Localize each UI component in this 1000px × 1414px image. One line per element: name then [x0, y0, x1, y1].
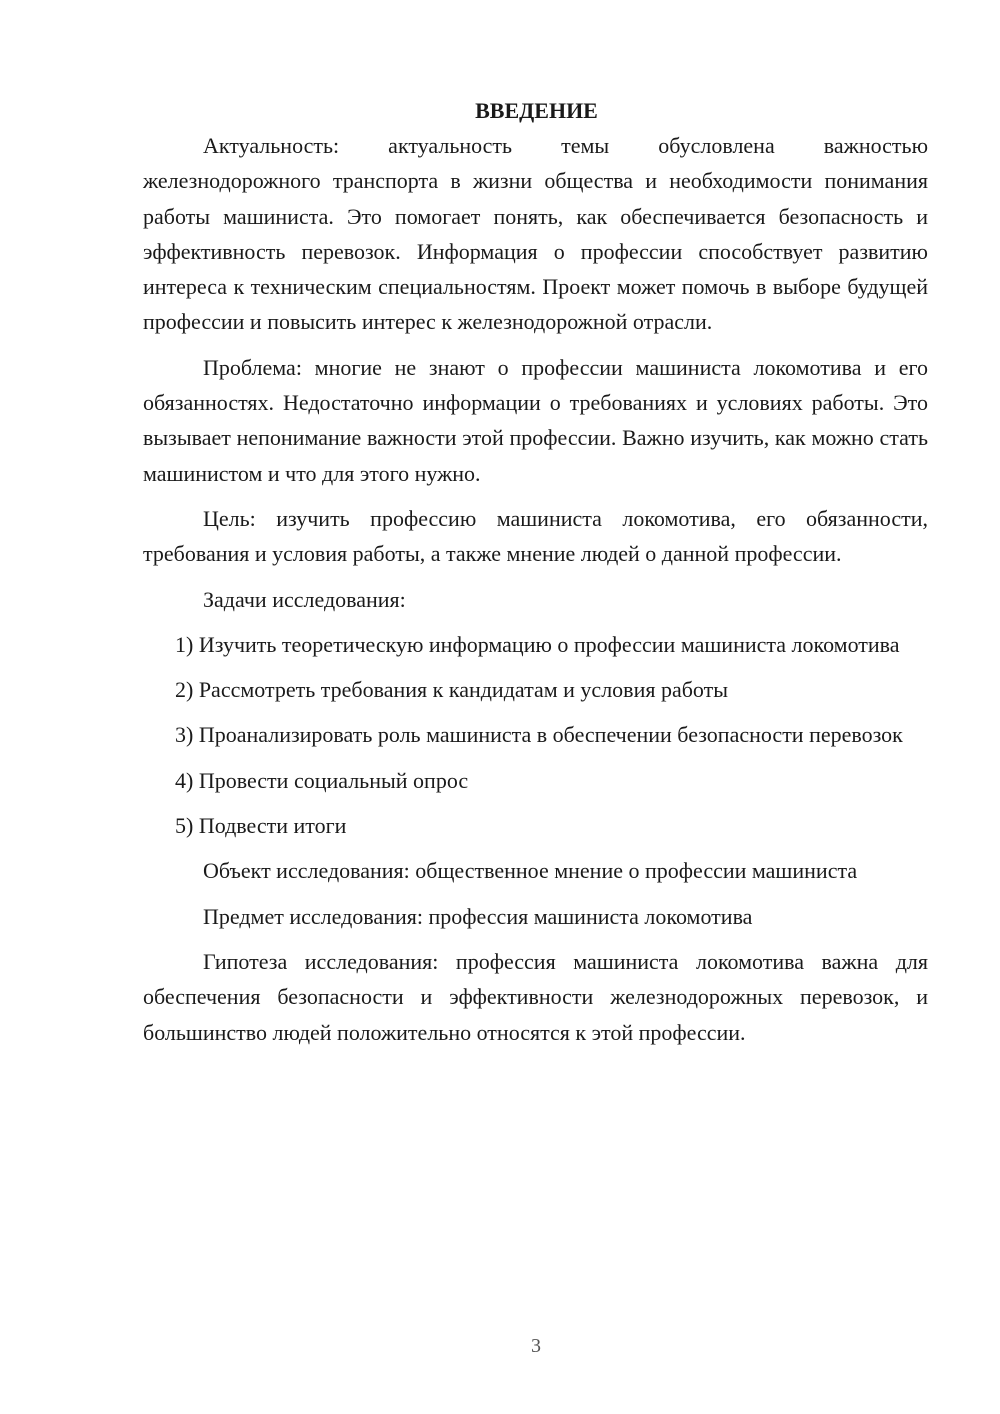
problem-paragraph: Проблема: многие не знают о профессии машиниста локомотива и его обязанностях. Недостаточно информации о требованиях и условиях работы. Это вызывает непонимание важности этой профессии. Важно изучить, как можно стать машинистом и что для этого нужно. [143, 354, 928, 486]
page-number: 3 [531, 1335, 541, 1357]
section-heading: ВВЕДЕНИЕ [475, 98, 598, 123]
tasks-heading: Задачи исследования: [203, 586, 406, 612]
hypothesis-paragraph: Гипотеза исследования: профессия машиниста локомотива важна для обеспечения безопасности и эффективности железнодорожных перевозок, и большинство людей положительно относятся к этой профессии. [143, 948, 928, 1045]
task-item-1: 1) Изучить теоретическую информацию о профессии машиниста локомотива [175, 631, 900, 657]
task-item-2: 2) Рассмотреть требования к кандидатам и условия работы [175, 677, 729, 703]
document-page [143, 93, 928, 1050]
task-item-4: 4) Провести социальный опрос [175, 767, 469, 793]
task-item-5: 5) Подвести итоги [175, 813, 347, 839]
relevance-paragraph: Актуальность: актуальность темы обусловлена важностью железнодорожного транспорта в жизни общества и необходимости понимания работы машиниста. Это помогает понять, как обеспечивается безопасность и эффективность перевозок. Информация о профессии способствует развитию интереса к техническим специальностям. Проект может помочь в выборе будущей профессии и повысить интерес к железнодорожной отрасли. [143, 133, 928, 335]
subject-paragraph: Предмет исследования: профессия машиниста локомотива [203, 903, 753, 929]
goal-paragraph: Цель: изучить профессию машиниста локомотива, его обязанности, требования и условия работы, а также мнение людей о данной профессии. [143, 505, 928, 567]
task-item-3: 3) Проанализировать роль машиниста в обеспечении безопасности перевозок [175, 722, 903, 748]
object-paragraph: Объект исследования: общественное мнение о профессии машиниста [203, 858, 858, 884]
